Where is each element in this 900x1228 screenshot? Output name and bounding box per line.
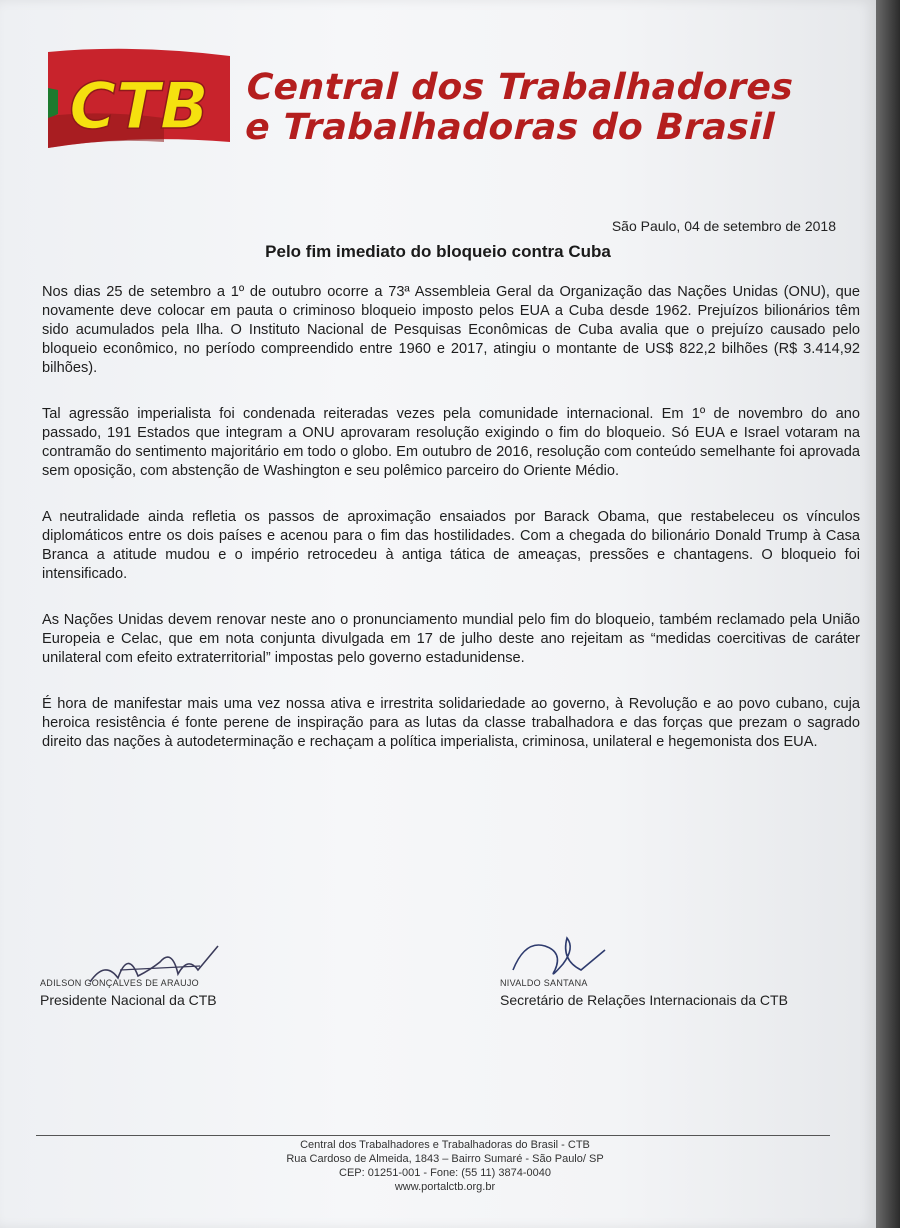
- letter-title: Pelo fim imediato do bloqueio contra Cuba: [265, 242, 611, 261]
- letter-date: São Paulo, 04 de setembro de 2018: [611, 218, 836, 234]
- ctb-logo: [44, 46, 234, 158]
- signature-scribble-right: [505, 930, 615, 985]
- paragraph: Tal agressão imperialista foi condenada reiteradas vezes pela comunidade internacional. Em 1º de novembro do ano passado, 191 Estados que integram a ONU aprovaram resolução exigindo o fim do bloqueio. Só EUA e Israel votaram na contramão do sentimento majoritário em todo o globo. Em outubro de 2016, resolução com conteúdo semelhante foi aprovada sem oposição, com abstenção de Washington e seu polêmico parceiro do Oriente Médio.: [42, 406, 860, 479]
- footer-divider: [36, 1135, 830, 1136]
- signatory-role: Presidente Nacional da CTB: [40, 992, 217, 1008]
- paragraph: É hora de manifestar mais uma vez nossa ativa e irrestrita solidariedade ao governo, à Revolução e ao povo cubano, cuja heroica resistência é fonte perene de inspiração para as lutas da classe trabalhadora e das forças que prezam o sagrado direito das nações à autodeterminação e rechaçam a política imperialista, criminosa, unilateral e hegemonista dos EUA.: [42, 696, 860, 750]
- signatory-name: NIVALDO SANTANA: [500, 978, 588, 988]
- org-name-line-1: Central dos Trabalhadores: [246, 67, 795, 108]
- organization-name: [245, 68, 828, 148]
- footer: [220, 1138, 670, 1194]
- footer-line: Central dos Trabalhadores e Trabalhadoras do Brasil - CTB: [300, 1139, 590, 1151]
- signatory-role: Secretário de Relações Internacionais da CTB: [500, 992, 788, 1008]
- footer-line: Rua Cardoso de Almeida, 1843 – Bairro Sumaré - São Paulo/ SP: [286, 1153, 604, 1165]
- paragraph: As Nações Unidas devem renovar neste ano o pronunciamento mundial pelo fim do bloqueio, também reclamado pela União Europeia e Celac, que em nota conjunta divulgada em 17 de julho deste ano rejeitam as “medidas coercitivas de caráter unilateral com efeito extraterritorial” impostas pelo governo estadunidense.: [42, 612, 860, 666]
- paragraph: Nos dias 25 de setembro a 1º de outubro ocorre a 73ª Assembleia Geral da Organização das Nações Unidas (ONU), que novamente deve colocar em pauta o criminoso bloqueio imposto pelos EUA a Cuba desde 1962. Prejuízos bilionários têm sido acumulados pela Ilha. O Instituto Nacional de Pesquisas Econômicas de Cuba avalia que o prejuízo causado pelo bloqueio econômico, no período compreendido entre 1960 e 2017, atingiu o montante de US$ 822,2 bilhões (R$ 3.414,92 bilhões).: [42, 284, 860, 376]
- paragraph: A neutralidade ainda refletia os passos de aproximação ensaiados por Barack Obama, que restabeleceu os vínculos diplomáticos entre os dois países e acenou para o fim das hostilidades. Com a chegada do bilionário Donald Trump à Casa Branca a atitude mudou e o império retrocedeu à antiga tática de ameaças, pressões e chantagens. O bloqueio foi intensificado.: [42, 509, 860, 582]
- signature-block-left: [40, 978, 217, 1008]
- footer-line: www.portalctb.org.br: [394, 1181, 496, 1193]
- footer-line: CEP: 01251-001 - Fone: (55 11) 3874-0040: [339, 1167, 551, 1179]
- logo-text: CTB: [69, 70, 209, 144]
- letter-body: [42, 283, 860, 779]
- org-name-line-2: e Trabalhadoras do Brasil: [244, 107, 776, 148]
- signature-block-right: [500, 978, 788, 1008]
- signatory-name: ADILSON GONÇALVES DE ARAUJO: [40, 978, 199, 988]
- photo-right-edge: [876, 0, 900, 1228]
